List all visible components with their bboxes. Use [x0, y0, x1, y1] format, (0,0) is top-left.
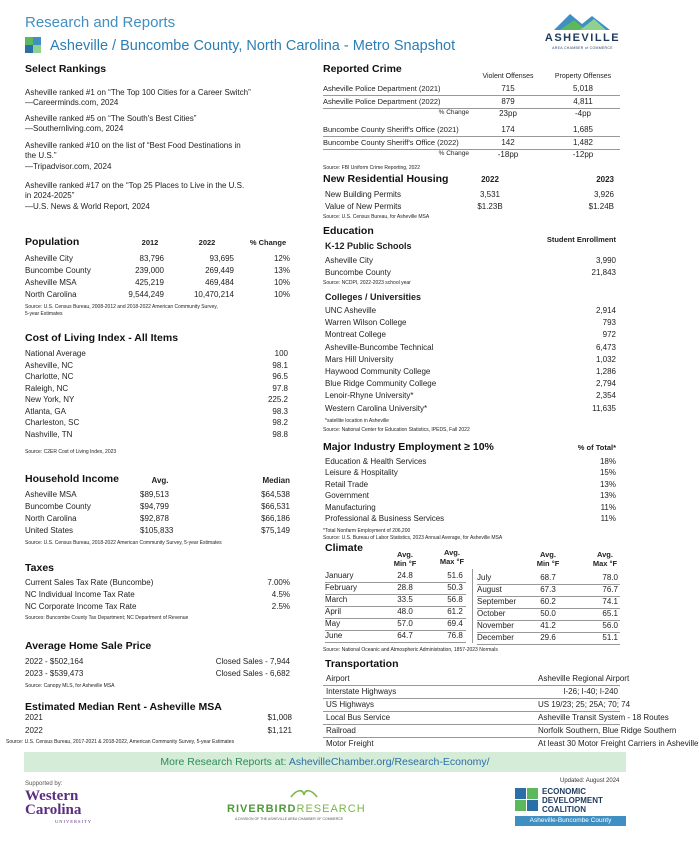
crime-value: -4pp — [574, 109, 591, 118]
climate-col: Max °F — [439, 557, 465, 566]
income-label: United States — [25, 526, 74, 535]
industry-title: Major Industry Employment ≥ 10% — [323, 441, 494, 453]
crime-label: Asheville Police Department (2021) — [323, 84, 441, 93]
crime-value: 1,685 — [572, 125, 594, 134]
k12-title: K-12 Public Schools — [325, 241, 412, 251]
k12-value: 3,990 — [595, 256, 616, 265]
edc-logo — [515, 787, 630, 827]
divider — [323, 685, 620, 686]
college-label: UNC Asheville — [325, 306, 377, 315]
col-label: Atlanta, GA — [25, 406, 66, 416]
rankings-title: Select Rankings — [25, 63, 107, 75]
population-value: 13% — [273, 266, 290, 275]
divider — [325, 642, 466, 643]
population-value: 12% — [273, 254, 290, 263]
rent-value: $1,121 — [267, 726, 292, 735]
source-note: Source: U.S. Bureau of Labor Statistics, 2023 Annual Average, for Asheville MSA — [323, 535, 503, 541]
col-title: Cost of Living Index - All Items — [25, 332, 179, 344]
crime-value: 715 — [501, 84, 515, 93]
wcu-word-2: Carolina — [25, 802, 82, 818]
climate-col: Avg. — [444, 548, 460, 557]
climate-min: 60.2 — [540, 597, 556, 606]
crime-value: 4,811 — [573, 97, 593, 106]
k12-value: 21,843 — [591, 268, 616, 277]
ranking-source: —U.S. News & World Report, 2024 — [25, 202, 150, 211]
source-note: Source: U.S. Census Bureau, for Asheville MSA — [323, 214, 430, 220]
population-label: North Carolina — [25, 290, 77, 299]
climate-min: 29.6 — [540, 633, 556, 642]
climate-col: Max °F — [592, 559, 618, 568]
tax-value: 4.5% — [271, 590, 290, 599]
climate-col: Min °F — [536, 559, 560, 568]
transport-value: Asheville Transit System - 18 Routes — [538, 713, 669, 722]
wcu-word-3: UNIVERSITY — [55, 819, 92, 824]
banner-text: More Research Reports at: — [160, 756, 289, 768]
transport-title: Transportation — [325, 658, 399, 670]
enrollment-label: Student Enrollment — [546, 235, 616, 244]
source-note: Source: National Center for Education Statistics, IPEDS, Fall 2022 — [323, 427, 470, 433]
industry-value: 15% — [599, 468, 616, 478]
crime-label: Buncombe County Sheriff's Office (2021) — [323, 125, 459, 134]
college-label: Western Carolina University* — [325, 403, 428, 413]
crime-value: 23pp — [499, 109, 517, 118]
edc-word-1: ECONOMIC — [542, 787, 586, 796]
col-label: Charleston, SC — [25, 418, 80, 427]
climate-month: March — [325, 595, 348, 604]
bird-icon — [289, 785, 319, 801]
rent-year: 2022 — [25, 726, 43, 735]
population-col: % Change — [249, 238, 287, 247]
climate-month: July — [477, 573, 492, 582]
climate-col: Avg. — [397, 550, 413, 559]
transport-label: Airport — [326, 674, 350, 683]
income-value: $105,833 — [140, 526, 174, 535]
transport-value: I-26; I-40; I-240 — [563, 687, 618, 696]
industry-value: 18% — [599, 457, 616, 466]
crime-title: Reported Crime — [323, 63, 402, 75]
climate-month: January — [325, 571, 354, 580]
source-note: Source: Canopy MLS, for Asheville MSA — [25, 683, 115, 689]
transport-value: US 19/23; 25; 25A; 70; 74 — [538, 700, 631, 709]
industry-label: Leisure & Hospitality — [325, 468, 398, 478]
divider — [323, 737, 620, 738]
population-label: Buncombe County — [25, 266, 91, 275]
climate-min: 57.0 — [397, 619, 413, 628]
climate-min: 64.7 — [397, 631, 413, 640]
updated-date: Updated: August 2024 — [560, 778, 620, 784]
climate-max: 61.2 — [447, 607, 463, 616]
population-col: 2022 — [198, 238, 216, 247]
source-note: Source: National Oceanic and Atmospheric Administration, 1857-2023 Normals — [323, 647, 498, 653]
industry-value: 13% — [599, 491, 616, 501]
climate-col: Min °F — [393, 559, 417, 568]
source-note: Source: C2ER Cost of Living Index, 2023 — [25, 449, 117, 455]
college-value: 1,032 — [595, 354, 616, 364]
source-note: 5-year Estimates — [25, 311, 63, 317]
college-value: 6,473 — [595, 342, 616, 352]
k12-label: Buncombe County — [325, 268, 391, 277]
crime-label: Buncombe County Sheriff's Office (2022) — [323, 138, 459, 147]
climate-max: 56.8 — [447, 595, 463, 604]
college-value: 2,794 — [595, 379, 616, 389]
divider — [323, 95, 620, 96]
climate-month: November — [477, 621, 514, 630]
crime-label: Asheville Police Department (2022) — [323, 97, 441, 106]
climate-max: 76.8 — [447, 631, 463, 640]
col-value: 97.8 — [272, 383, 288, 393]
income-value: $92,878 — [140, 514, 169, 523]
residential-title: New Residential Housing — [323, 173, 449, 185]
ranking-text: in 2024-2025” — [25, 191, 75, 200]
title-icon — [25, 37, 41, 53]
research-word: RESEARCH — [296, 803, 366, 815]
population-title: Population — [25, 236, 80, 248]
crime-value: 142 — [501, 138, 515, 147]
population-value: 425,219 — [135, 278, 164, 287]
col-label: Raleigh, NC — [25, 383, 69, 393]
residential-value: $1.24B — [588, 202, 614, 211]
climate-min: 67.3 — [540, 585, 556, 594]
population-value: 93,695 — [209, 254, 234, 263]
income-title: Household Income — [25, 473, 119, 485]
college-value: 972 — [602, 330, 616, 340]
residential-value: $1.23B — [477, 202, 503, 211]
home-closed-sales: Closed Sales - 7,944 — [215, 657, 290, 666]
col-value: 98.1 — [272, 360, 288, 370]
home-year-price: 2022 - $502,164 — [25, 657, 84, 666]
climate-month: June — [325, 631, 343, 640]
tax-label: NC Corporate Income Tax Rate — [25, 602, 137, 611]
climate-month: August — [477, 585, 502, 594]
divider — [477, 644, 620, 645]
climate-min: 50.0 — [540, 609, 556, 618]
industry-value: 13% — [599, 479, 616, 489]
divider — [323, 136, 620, 137]
rent-title: Estimated Median Rent - Asheville MSA — [25, 701, 222, 713]
crime-value: 879 — [501, 97, 515, 106]
source-note: *satellite location in Asheville — [325, 418, 389, 424]
supported-by-label: Supported by: — [25, 781, 63, 787]
page-title: Asheville / Buncombe County, North Carolina - Metro Snapshot — [50, 38, 456, 54]
industry-label: Manufacturing — [325, 502, 376, 512]
crime-value: 5,018 — [572, 84, 594, 93]
income-value: $66,186 — [261, 514, 290, 523]
crime-value: 174 — [501, 125, 515, 134]
climate-min: 24.8 — [397, 571, 413, 580]
industry-value: 11% — [600, 514, 616, 523]
income-value: $64,538 — [261, 490, 290, 499]
col-value: 98.2 — [272, 418, 288, 427]
ranking-text: the U.S.” — [25, 151, 57, 160]
education-title: Education — [323, 225, 374, 237]
source-note: Source: U.S. Census Bureau, 2018-2022 American Community Survey, 5-year Estimates — [25, 540, 222, 546]
source-note: Sources: Buncombe County Tax Department; NC Department of Revenue — [25, 615, 189, 621]
transport-label: US Highways — [326, 700, 375, 709]
population-value: 239,000 — [135, 266, 164, 275]
col-value: 96.5 — [272, 372, 288, 381]
source-note: Source: FBI Uniform Crime Reporting, 2022 — [323, 165, 420, 171]
college-label: Montreat College — [325, 330, 386, 340]
income-value: $75,149 — [261, 526, 290, 535]
transport-label: Interstate Highways — [326, 687, 397, 696]
col-label: Asheville, NC — [25, 360, 74, 370]
col-label: Charlotte, NC — [25, 372, 74, 381]
climate-title: Climate — [325, 542, 363, 554]
residential-col: 2022 — [481, 175, 499, 184]
climate-month: October — [477, 609, 506, 618]
college-label: Blue Ridge Community College — [325, 379, 437, 389]
climate-max: 56.0 — [602, 621, 618, 630]
tax-value: 2.5% — [271, 602, 290, 611]
college-value: 793 — [602, 318, 616, 328]
climate-max: 76.7 — [602, 585, 618, 594]
ranking-source: —Tripadvisor.com, 2024 — [25, 162, 112, 171]
source-note: Source: U.S. Census Bureau, 2017-2021 & 2018-2022, American Community Survey, 5-year Estimates — [6, 739, 235, 745]
college-label: Mars Hill University — [325, 354, 394, 364]
transport-value: Asheville Regional Airport — [538, 674, 630, 683]
crime-col: Property Offenses — [554, 73, 612, 80]
col-label: National Average — [25, 349, 86, 358]
industry-label: Professional & Business Services — [325, 514, 445, 523]
logo-subtitle: AREA CHAMBER of COMMERCE — [552, 46, 613, 50]
crime-col: Violent Offenses — [482, 73, 534, 80]
college-value: 11,635 — [592, 403, 616, 413]
edc-word-3: COALITION — [542, 805, 586, 814]
source-note: Source: NCDPI, 2022-2023 school year — [323, 280, 411, 286]
crime-label: % Change — [438, 150, 469, 157]
wcu-word-1: Western — [25, 788, 79, 804]
residential-col: 2023 — [596, 175, 614, 184]
climate-month: September — [477, 597, 517, 606]
college-label: Haywood Community College — [325, 367, 431, 376]
crime-value: -18pp — [497, 150, 519, 159]
college-title: Colleges / Universities — [325, 292, 422, 302]
col-value: 98.3 — [272, 406, 288, 416]
ranking-text: Asheville ranked #1 on “The Top 100 Cities for a Career Switch” — [25, 88, 251, 97]
transport-value: Norfolk Southern, Blue Ridge Southern — [538, 726, 677, 735]
population-value: 10,470,214 — [193, 290, 234, 299]
population-value: 469,484 — [205, 278, 234, 287]
ranking-source: —Careerminds.com, 2024 — [25, 98, 119, 107]
climate-min: 33.5 — [397, 595, 413, 604]
tax-label: Current Sales Tax Rate (Buncombe) — [25, 578, 154, 587]
home-year-price: 2023 - $539,473 — [25, 669, 84, 678]
population-label: Asheville City — [25, 254, 74, 263]
wcu-logo — [25, 788, 105, 828]
edc-word-2: DEVELOPMENT — [542, 796, 603, 805]
industry-col: % of Total* — [577, 443, 616, 452]
residential-value: 3,926 — [593, 190, 614, 199]
riverbird-sub: A DIVISION OF THE ASHEVILLE AREA CHAMBER OF COMMERCE — [235, 817, 344, 821]
rent-year: 2021 — [25, 713, 43, 722]
transport-label: Motor Freight — [326, 739, 374, 748]
residential-label: New Building Permits — [325, 190, 402, 199]
edc-word-4: Asheville-Buncombe County — [515, 816, 626, 826]
k12-label: Asheville City — [325, 256, 374, 265]
industry-label: Government — [325, 491, 370, 501]
population-value: 10% — [273, 290, 290, 299]
climate-max: 65.1 — [602, 609, 618, 618]
riverbird-logo — [227, 785, 382, 825]
college-value: 1,286 — [595, 367, 616, 376]
report-kicker: Research and Reports — [25, 14, 176, 31]
climate-max: 51.1 — [602, 633, 618, 642]
climate-col: Avg. — [540, 550, 556, 559]
college-label: Lenoir-Rhyne University* — [325, 391, 414, 401]
research-link[interactable]: AshevilleChamber.org/Research-Economy/ — [288, 756, 490, 768]
residential-value: 3,531 — [479, 190, 501, 199]
tax-value: 7.00% — [267, 578, 290, 587]
climate-max: 78.0 — [602, 573, 618, 582]
col-value: 98.8 — [272, 429, 288, 439]
logo-word: ASHEVILLE — [544, 32, 621, 44]
college-label: Warren Wilson College — [325, 318, 407, 328]
ranking-text: Asheville ranked #10 on the list of “Best Food Destinations in — [25, 141, 241, 150]
climate-min: 48.0 — [397, 607, 413, 616]
col-value: 100 — [274, 349, 288, 358]
divider — [323, 711, 620, 712]
mountain-icon — [540, 10, 625, 32]
industry-value: 11% — [600, 502, 616, 512]
transport-label: Railroad — [326, 726, 356, 735]
population-label: Asheville MSA — [25, 278, 77, 287]
ranking-text: Asheville ranked #17 on the “Top 25 Places to Live in the U.S. — [25, 181, 245, 190]
climate-min: 68.7 — [540, 573, 556, 582]
industry-label: Retail Trade — [325, 479, 369, 489]
climate-month: May — [325, 619, 341, 628]
climate-month: December — [477, 633, 514, 642]
climate-col: Avg. — [597, 550, 613, 559]
climate-max: 74.1 — [602, 597, 618, 606]
ranking-text: Asheville ranked #5 on “The South's Best Cities” — [25, 114, 197, 123]
income-col: Avg. — [151, 476, 169, 485]
income-label: Asheville MSA — [25, 490, 77, 499]
crime-value: -12pp — [572, 150, 594, 159]
transport-label: Local Bus Service — [326, 713, 391, 722]
col-label: Nashville, TN — [25, 429, 73, 439]
divider — [323, 724, 620, 725]
tax-label: NC Individual Income Tax Rate — [25, 590, 135, 599]
home-closed-sales: Closed Sales - 6,682 — [215, 669, 290, 678]
climate-min: 41.2 — [540, 621, 556, 630]
col-value: 225.2 — [267, 395, 288, 404]
crime-label: % Change — [438, 109, 469, 116]
transport-value: At least 30 Motor Freight Carriers in Asheville — [538, 739, 699, 748]
crime-value: 1,482 — [572, 138, 594, 147]
rent-value: $1,008 — [267, 713, 292, 722]
climate-min: 28.8 — [397, 583, 413, 592]
college-value: 2,914 — [595, 306, 616, 315]
source-note: *Total Nonfarm Employment of 206,200 — [323, 528, 411, 534]
income-value: $94,799 — [140, 502, 169, 511]
riverbird-word: RIVERBIRD — [227, 803, 297, 815]
asheville-chamber-logo — [540, 10, 625, 60]
climate-month: February — [325, 583, 358, 592]
population-value: 9,544,249 — [128, 290, 164, 299]
college-label: Asheville-Buncombe Technical — [325, 342, 434, 352]
population-value: 269,449 — [205, 266, 234, 275]
population-value: 10% — [273, 278, 290, 287]
climate-month: April — [325, 607, 342, 616]
income-value: $89,513 — [140, 490, 169, 499]
industry-label: Education & Health Services — [325, 457, 427, 466]
college-value: 2,354 — [595, 391, 616, 401]
research-banner — [24, 752, 626, 772]
income-col: Median — [262, 476, 290, 485]
population-col: 2012 — [141, 238, 159, 247]
residential-label: Value of New Permits — [325, 202, 402, 211]
population-value: 83,796 — [139, 254, 164, 263]
taxes-title: Taxes — [25, 562, 54, 574]
climate-divider — [472, 569, 473, 643]
home-title: Average Home Sale Price — [25, 640, 152, 652]
col-label: New York, NY — [25, 395, 75, 404]
divider — [323, 698, 620, 699]
source-note: Source: U.S. Census Bureau, 2008-2012 and 2018-2022 American Community Survey, — [25, 304, 218, 310]
climate-max: 50.3 — [447, 583, 463, 592]
income-value: $66,531 — [261, 502, 290, 511]
income-label: North Carolina — [25, 514, 77, 523]
income-label: Buncombe County — [25, 502, 91, 511]
climate-max: 69.4 — [447, 619, 463, 628]
climate-max: 51.6 — [447, 571, 463, 580]
ranking-source: —Southernliving.com, 2024 — [25, 124, 124, 133]
